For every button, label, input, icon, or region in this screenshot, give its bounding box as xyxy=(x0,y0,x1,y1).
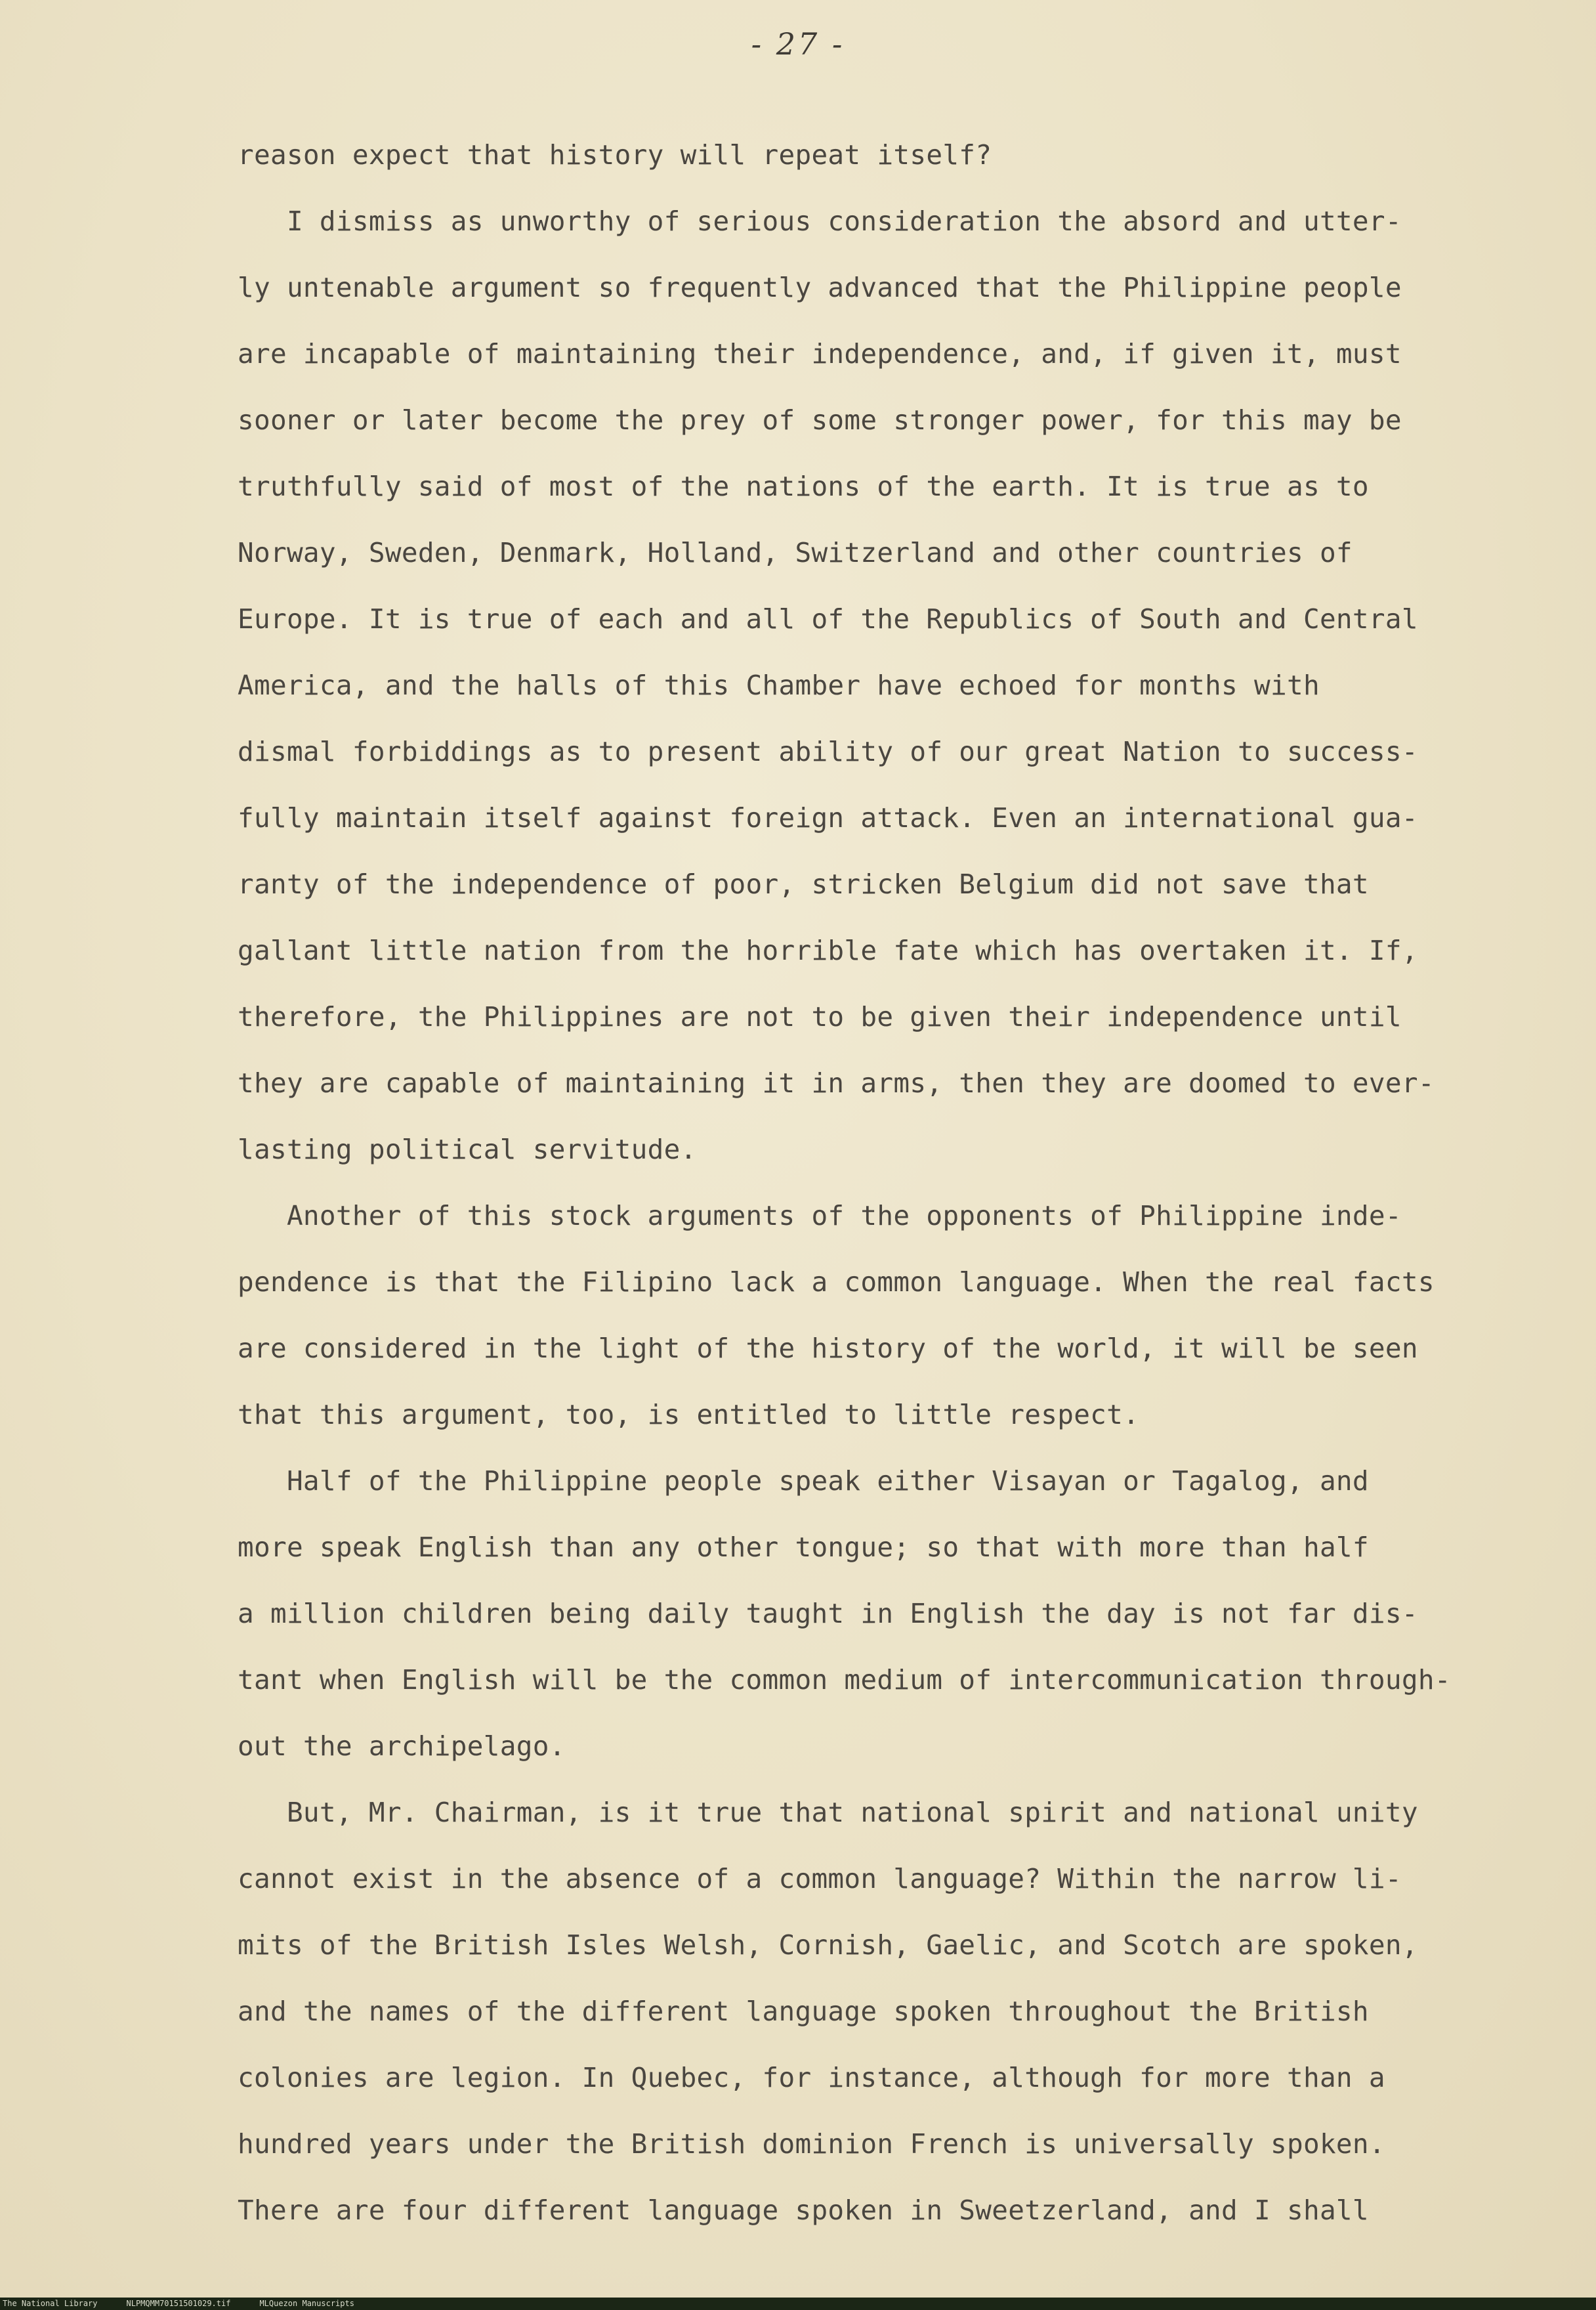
text-line: gallant little nation from the horrible fate which has overtaken it. If, xyxy=(238,935,1418,966)
text-line: ly untenable argument so frequently advanced that the Philippine people xyxy=(238,272,1402,303)
text-line: sooner or later become the prey of some stronger power, for this may be xyxy=(238,404,1402,436)
text-line: are incapable of maintaining their independence, and, if given it, must xyxy=(238,338,1402,370)
text-line: lasting political servitude. xyxy=(238,1134,697,1165)
text-line: reason expect that history will repeat itself? xyxy=(238,139,992,171)
text-line: therefore, the Philippines are not to be given their independence until xyxy=(238,1001,1402,1033)
text-line: hundred years under the British dominion French is universally spoken. xyxy=(238,2128,1385,2160)
text-line: pendence is that the Filipino lack a common language. When the real facts xyxy=(238,1266,1435,1298)
text-line: Half of the Philippine people speak either Visayan or Tagalog, and xyxy=(238,1465,1369,1497)
text-line: and the names of the different language spoken throughout the British xyxy=(238,1996,1369,2027)
text-line: cannot exist in the absence of a common language? Within the narrow li- xyxy=(238,1863,1402,1894)
typewritten-body xyxy=(238,122,1537,2244)
text-line: tant when English will be the common medium of intercommunication through- xyxy=(238,1664,1451,1696)
text-line: they are capable of maintaining it in arms, then they are doomed to ever- xyxy=(238,1067,1435,1099)
text-line: a million children being daily taught in English the day is not far dis- xyxy=(238,1598,1418,1629)
text-line: America, and the halls of this Chamber have echoed for months with xyxy=(238,670,1320,701)
footer-collection: MLQuezon Manuscripts xyxy=(259,2299,354,2308)
text-line: Europe. It is true of each and all of the Republics of South and Central xyxy=(238,603,1418,635)
footer-library: The National Library xyxy=(3,2299,98,2308)
text-line: colonies are legion. In Quebec, for instance, although for more than a xyxy=(238,2062,1385,2093)
text-line: I dismiss as unworthy of serious consideration the absord and utter- xyxy=(238,205,1402,237)
text-line: ranty of the independence of poor, stricken Belgium did not save that xyxy=(238,868,1369,900)
text-line: are considered in the light of the history of the world, it will be seen xyxy=(238,1333,1418,1364)
text-line: But, Mr. Chairman, is it true that national spirit and national unity xyxy=(238,1797,1418,1828)
text-line: out the archipelago. xyxy=(238,1730,566,1762)
text-line: more speak English than any other tongue; so that with more than half xyxy=(238,1531,1369,1563)
footer-file: NLPMQMM70151501029.tif xyxy=(126,2299,231,2308)
page-number: - 27 - xyxy=(751,26,845,62)
text-line: mits of the British Isles Welsh, Cornish, Gaelic, and Scotch are spoken, xyxy=(238,1929,1418,1961)
archive-footer-bar xyxy=(0,2298,1596,2310)
text-line: that this argument, too, is entitled to little respect. xyxy=(238,1399,1140,1430)
text-line: There are four different language spoken in Sweetzerland, and I shall xyxy=(238,2194,1369,2226)
text-line: Norway, Sweden, Denmark, Holland, Switzerland and other countries of xyxy=(238,537,1353,568)
text-line: fully maintain itself against foreign attack. Even an international gua- xyxy=(238,802,1418,834)
text-line: dismal forbiddings as to present ability of our great Nation to success- xyxy=(238,736,1418,767)
text-line: Another of this stock arguments of the opponents of Philippine inde- xyxy=(238,1200,1402,1231)
text-line: truthfully said of most of the nations of the earth. It is true as to xyxy=(238,471,1369,502)
